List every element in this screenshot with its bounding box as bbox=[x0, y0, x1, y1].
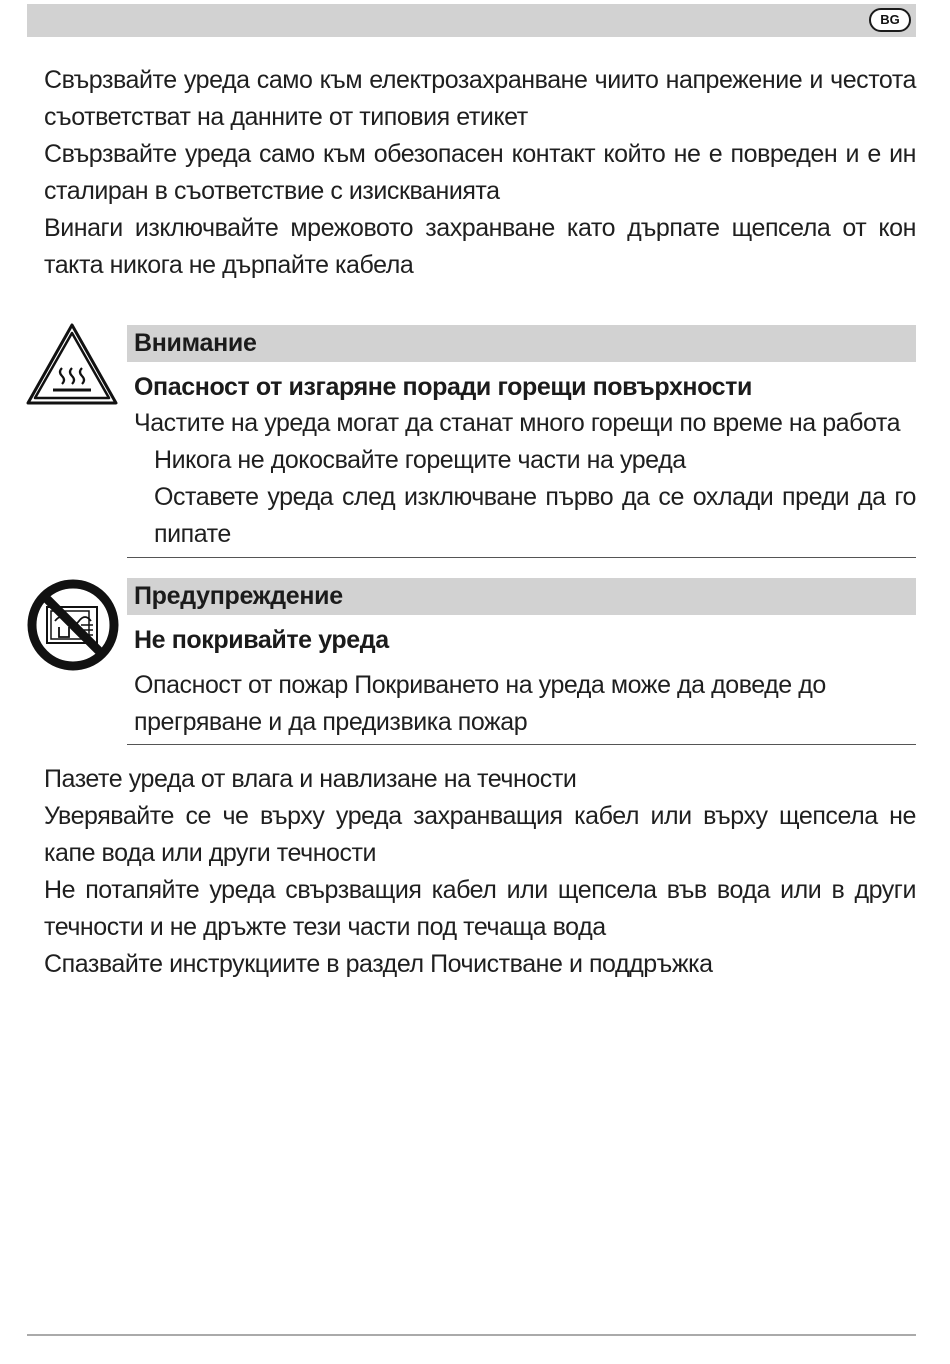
safety-paragraphs-top bbox=[44, 62, 916, 284]
paragraph: Винаги изключвайте мрежовото захранване като дърпате щепсела от кон такта никога не дърпайте кабела bbox=[44, 214, 916, 279]
paragraph: Спазвайте инструкциите в раздел Почистване и поддръжка bbox=[44, 950, 713, 978]
paragraph: Не потапяйте уреда свързващия кабел или щепсела във вода или в други течности и не дръжте тези части под течаща вода bbox=[44, 876, 916, 941]
language-badge: BG bbox=[869, 8, 911, 32]
paragraph: Свързвайте уреда само към обезопасен контакт който не е повреден и е ин сталиран в съответствие с изискванията bbox=[44, 140, 916, 205]
caution-line: Оставете уреда след изключване първо да се охлади преди да го пипате bbox=[154, 483, 916, 548]
paragraph: Свързвайте уреда само към електрозахранване чиито напрежение и честота съответстват на данните от типовия етикет bbox=[44, 66, 916, 131]
footer-rule bbox=[27, 1334, 916, 1336]
caution-line: Никога не докосвайте горещите части на уреда bbox=[154, 446, 686, 474]
caution-subheading: Опасност от изгаряне поради горещи повърхности bbox=[134, 373, 752, 401]
safety-paragraphs-bottom bbox=[44, 761, 916, 983]
caution-text bbox=[134, 405, 916, 553]
paragraph: Пазете уреда от влага и навлизане на течности bbox=[44, 765, 577, 793]
caution-line: Частите на уреда могат да станат много горещи по време на работа bbox=[134, 409, 901, 437]
header-bar bbox=[27, 4, 916, 37]
caution-heading: Внимание bbox=[127, 325, 916, 362]
warning-line: Опасност от пожар Покриването на уреда може да доведе до прегряване и да предизвика пожар bbox=[134, 671, 826, 736]
divider bbox=[127, 744, 916, 745]
divider bbox=[127, 557, 916, 558]
do-not-cover-icon bbox=[25, 577, 121, 673]
hot-surface-warning-icon bbox=[25, 322, 119, 406]
paragraph: Уверявайте се че върху уреда захранващия кабел или върху щепсела не капе вода или други течности bbox=[44, 802, 916, 867]
warning-text bbox=[134, 667, 916, 741]
warning-subheading: Не покривайте уреда bbox=[134, 626, 389, 654]
warning-heading: Предупреждение bbox=[127, 578, 916, 615]
